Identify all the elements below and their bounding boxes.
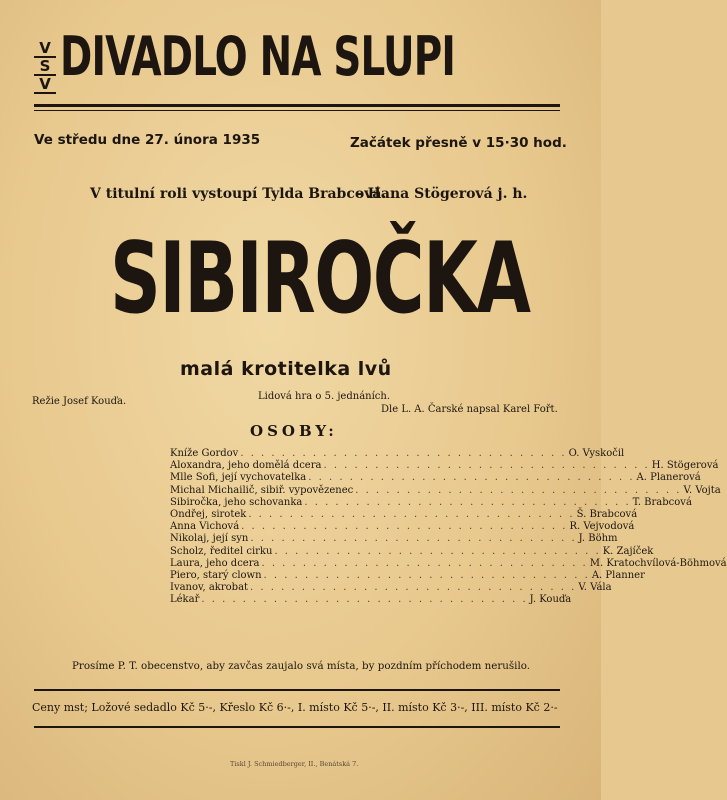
dot-leader: . . . . . . . . . . . . . . . . . . . . . . . . . . . . . . . . [355,484,682,496]
cast-actor: V. Vála [578,582,612,594]
cast-actor: A. Planner [591,569,645,581]
dot-leader: . . . . . . . . . . . . . . . . . . . . . . . . . . . . . . . . [304,496,631,508]
guest-line: - Hana Stögerová j. h. [357,186,528,202]
play-title: SIBIROČKA [110,222,530,336]
cast-row [170,496,692,509]
cast-list [170,448,727,606]
dot-leader: . . . . . . . . . . . . . . . . . . . . . . . . . . . . . . . . [241,521,568,533]
author-credit: Dle L. A. Čarské napsal Karel Fořt. [381,404,558,415]
header-rule-thick [34,104,560,107]
cast-role: Ondřej, sirotek [170,508,247,520]
cast-actor: J. Kouďa [529,594,572,606]
cast-row [170,448,625,460]
vsv-letter: V [34,40,56,58]
cast-role: Piero, starý clown [170,569,262,581]
performance-date: Ve středu dne 27. února 1935 [34,132,261,148]
play-subtitle: malá krotitelka lvů [180,358,392,380]
cast-row [170,460,719,472]
cast-role: Michal Michailič, sibiř. vypovězenec [170,484,354,496]
vsv-monogram [34,40,56,94]
cast-row [170,521,635,533]
cast-role: Scholz, ředitel cirku [170,545,273,557]
cast-actor: K. Zajíček [602,545,654,557]
cast-row [170,545,654,558]
dot-leader: . . . . . . . . . . . . . . . . . . . . . . . . . . . . . . . . [250,582,577,594]
dot-leader: . . . . . . . . . . . . . . . . . . . . . . . . . . . . . . . . [308,472,635,484]
printer-credit: Tiskl J. Schmiedberger, II., Benátská 7. [230,760,359,768]
cast-role: Anna Vichová [170,521,240,533]
cast-actor: T. Brabcová [632,496,692,508]
cast-row [170,569,645,582]
theatre-name: DIVADLO NA SLUPI [60,25,456,88]
dot-leader: . . . . . . . . . . . . . . . . . . . . . . . . . . . . . . . . [201,594,528,606]
cast-row [170,508,638,521]
ticket-prices: Ceny mst; Ložové sedadlo Kč 5·-, Křeslo Kč 6·-, I. místo Kč 5·-, II. místo Kč 3·-, III. místo Kč 2·- [32,701,558,714]
cast-row [170,582,612,594]
cast-role: Lékař [170,594,200,606]
cast-row [170,472,701,484]
prices-rule-bottom [34,726,560,728]
dot-leader: . . . . . . . . . . . . . . . . . . . . . . . . . . . . . . . . [240,448,567,459]
cast-role: Aloxandra, jeho domělá dcera [170,460,322,472]
cast-actor: M. Kratochvílová-Böhmová [589,557,727,569]
director-credit: Režie Josef Kouďa. [32,396,127,407]
cast-actor: A. Planerová [636,472,701,484]
dot-leader: . . . . . . . . . . . . . . . . . . . . . . . . . . . . . . . . [274,545,601,557]
cast-row [170,533,618,545]
cast-role: Kníže Gordov [170,448,239,459]
cast-actor: R. Vejvodová [569,521,635,533]
cast-role: Mlle Sofi, její vychovatelka [170,472,307,484]
dot-leader: . . . . . . . . . . . . . . . . . . . . . . . . . . . . . . . . [248,508,575,520]
header-rule-thin [34,110,560,111]
dot-leader: . . . . . . . . . . . . . . . . . . . . . . . . . . . . . . . . [261,557,588,569]
cast-actor: Š. Brabcová [576,508,638,520]
prices-rule-top [34,689,560,691]
title-role-line: V titulní roli vystoupí Tylda Brabcová. [90,186,387,202]
cast-actor: H. Stögerová [651,460,719,472]
dot-leader: . . . . . . . . . . . . . . . . . . . . . . . . . . . . . . . . [250,533,577,545]
vsv-letter: V [34,76,56,94]
cast-actor: O. Vyskočil [568,448,625,459]
dot-leader: . . . . . . . . . . . . . . . . . . . . . . . . . . . . . . . . [263,569,590,581]
vsv-letter: S [34,58,56,76]
play-genre: Lidová hra o 5. jednáních. [258,391,391,402]
cast-actor: J. Böhm [578,533,618,545]
cast-row [170,557,727,570]
cast-role: Nikolaj, její syn [170,533,249,545]
cast-heading: OSOBY: [250,422,338,440]
cast-row [170,484,721,497]
cast-actor: V. Vojta [683,484,721,496]
cast-role: Sibiročka, jeho schovanka [170,496,303,508]
cast-role: Ivanov, akrobat [170,582,249,594]
cast-row [170,594,572,606]
cast-role: Laura, jeho dcera [170,557,260,569]
audience-notice: Prosíme P. T. obecenstvo, aby zavčas zaujalo svá místa, by pozdním příchodem nerušilo. [72,660,531,672]
dot-leader: . . . . . . . . . . . . . . . . . . . . . . . . . . . . . . . . [323,460,650,472]
start-time: Začátek přesně v 15·30 hod. [350,135,567,151]
